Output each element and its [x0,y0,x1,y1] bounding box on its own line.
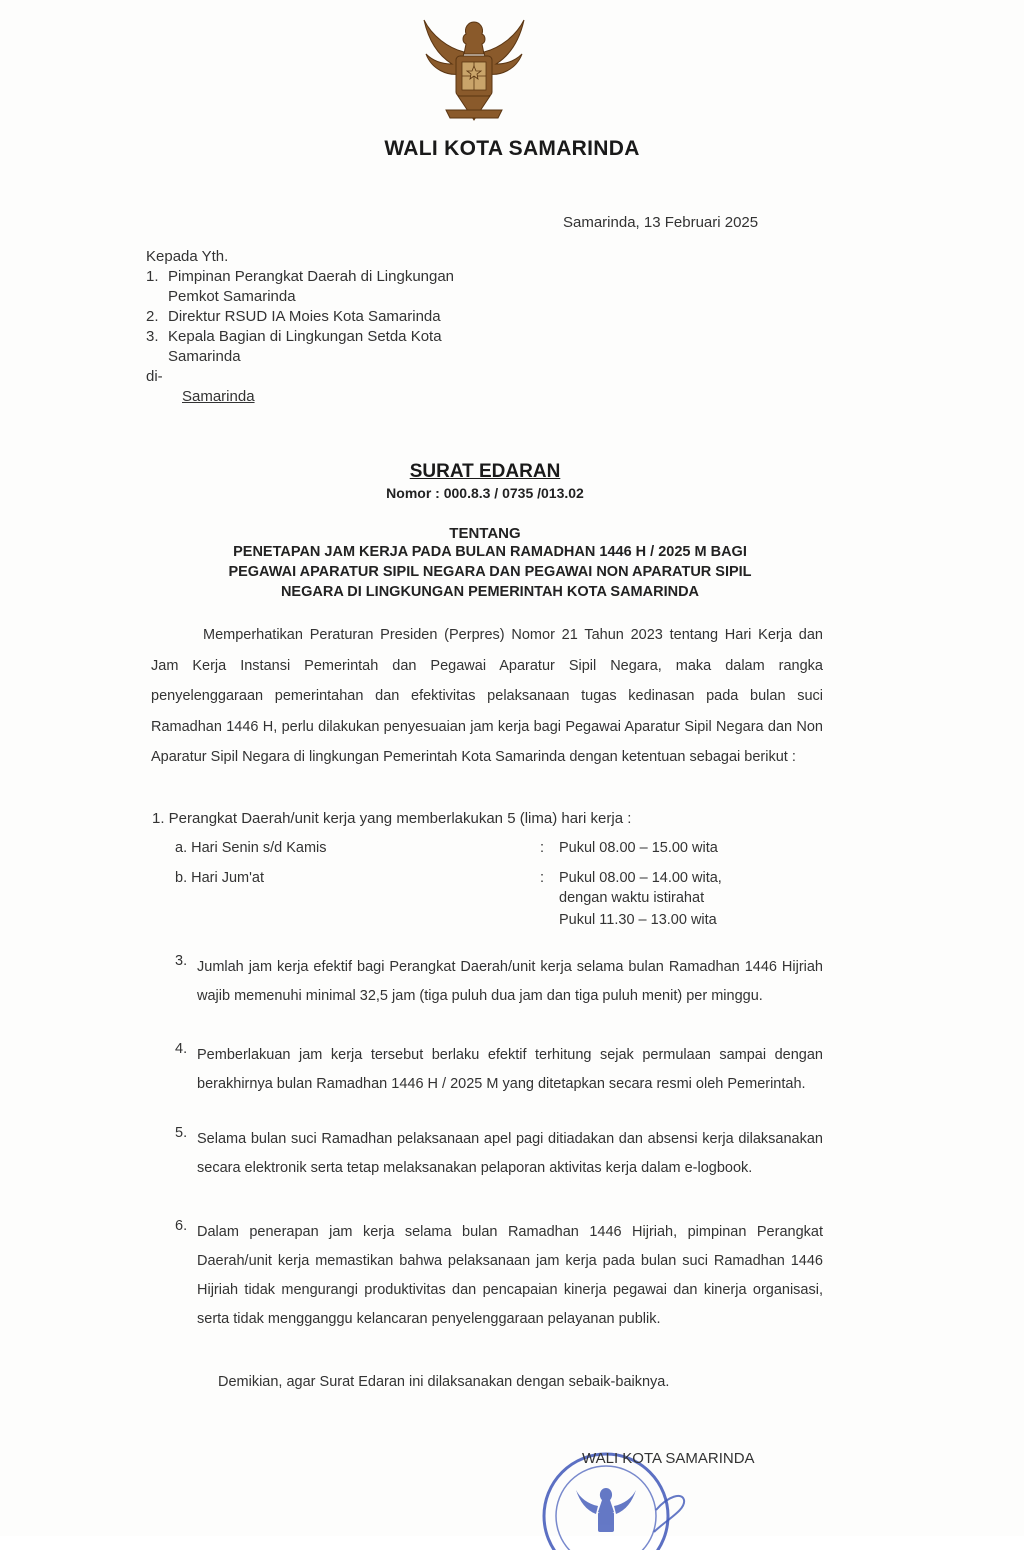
letterhead-title: WALI KOTA SAMARINDA [384,137,640,160]
list-item: 5. Selama bulan suci Ramadhan pelaksanaan apel pagi ditiadakan dan absensi kerja dilaksanakan secara elektronik serta tetap melaksanakan pelaporan aktivitas kerja dalam e-logbook. [175,1125,823,1176]
schedule-value-extra: dengan waktu istirahat [559,890,705,906]
closing-sentence: Demikian, agar Surat Edaran ini dilaksanakan dengan sebaik-baiknya. [218,1374,670,1390]
item-1: 1. Perangkat Daerah/unit kerja yang memberlakukan 5 (lima) hari kerja : [152,810,632,827]
recipients-intro: Kepada Yth. [146,248,229,265]
document-title: SURAT EDARAN [409,461,561,482]
letter-date: Samarinda, 13 Februari 2025 [563,214,759,231]
list-item: 6. Dalam penerapan jam kerja selama bulan Ramadhan 1446 Hijriah, pimpinan Perangkat Daerah/unit kerja memastikan bahwa pelaksanaan jam kerja pada bulan suci Ramadhan 1446 Hijriah tidak mengurangi produktivitas dan pencapaian kinerja pegawai dan kinerja organisasi, serta tidak mengganggu kelancaran penyelenggaraan pelayanan publik. [175,1218,823,1327]
recipients-block: Kepada Yth. 1. Pimpinan Perangkat Daerah di Lingkungan Pemkot Samarinda 2. Direktur RSUD IA Moies Kota Samarinda 3. Kepala Bagian di Lingkungan Setda Kota Samarinda di- Samarinda [146,247,526,407]
recipients-place: Samarinda [182,388,255,405]
recipient-item: 2. Direktur RSUD IA Moies Kota Samarinda [146,308,441,325]
document-tentang: TENTANG [449,525,521,542]
schedule-label: a. Hari Senin s/d Kamis [175,840,327,856]
signature-title: WALI KOTA SAMARINDA [582,1450,755,1467]
recipient-item: 1. Pimpinan Perangkat Daerah di Lingkungan [146,268,455,285]
schedule-value-extra: Pukul 11.30 – 13.00 wita [559,912,717,928]
document-subject: PENETAPAN JAM KERJA PADA BULAN RAMADHAN 1446 H / 2025 M BAGI PEGAWAI APARATUR SIPIL NEGARA DAN PEGAWAI NON APARATUR SIPIL NEGARA DI LINGKUNGAN PEMERINTAH KOTA SAMARINDA [228,544,752,600]
intro-paragraph: Memperhatikan Peraturan Presiden (Perpres) Nomor 21 Tahun 2023 tentang Hari Kerja dan Jam Kerja Instansi Pemerintah dan Pegawai Aparatur Sipil Negara, maka dalam rangka penyelenggaraan pemerintahan dan efektivitas pelaksanaan tugas kedinasan pada bulan suci Ramadhan 1446 H, perlu dilakukan penyesuaian jam kerja bagi Pegawai Aparatur Sipil Negara dan Non Aparatur Sipil Negara di lingkungan Pemerintah Kota Samarinda dengan ketentuan sebagai berikut : [151,627,823,765]
schedule-label: b. Hari Jum'at [175,870,264,886]
schedule-colon: : [540,840,545,856]
recipients-di: di- [146,368,163,385]
garuda-crest-icon [418,14,530,132]
schedule-value: Pukul 08.00 – 14.00 wita, [559,870,722,886]
schedule-value: Pukul 08.00 – 15.00 wita [559,840,718,856]
list-item: 4. Pemberlakuan jam kerja tersebut berlaku efektif terhitung sejak permulaan sampai dengan berakhirnya bulan Ramadhan 1446 H / 2025 M yang ditetapkan secara resmi oleh Pemerintah. [175,1041,823,1092]
recipient-item: 3. Kepala Bagian di Lingkungan Setda Kota [146,328,442,345]
schedule-colon: : [540,870,545,886]
list-item: 3. Jumlah jam kerja efektif bagi Perangkat Daerah/unit kerja selama bulan Ramadhan 1446 Hijriah wajib memenuhi minimal 32,5 jam (tiga puluh dua jam dan tiga puluh menit) per minggu. [175,953,823,1004]
document-number: Nomor : 000.8.3 / 0735 /013.02 [386,485,584,501]
